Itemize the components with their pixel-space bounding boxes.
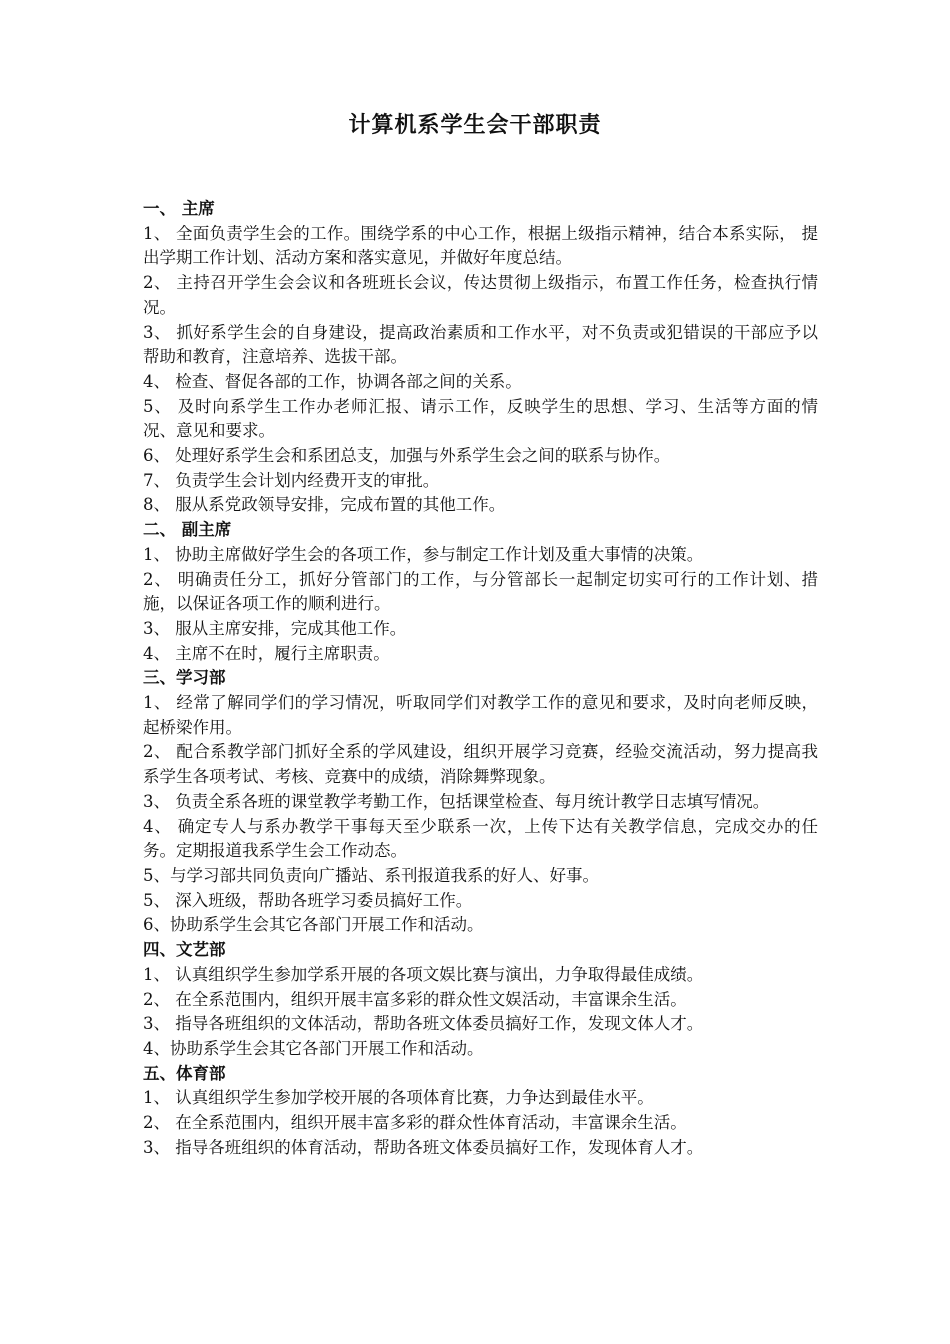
duty-item: 5、与学习部共同负责向广播站、系刊报道我系的好人、好事。 <box>143 865 599 885</box>
duty-item: 3、 服从主席安排，完成其他工作。 <box>143 618 407 638</box>
duty-item: 7、 负责学生会计划内经费开支的审批。 <box>143 470 440 490</box>
section-arts-dept <box>143 938 818 1062</box>
document-body <box>143 197 818 1160</box>
duty-item: 3、 抓好系学生会的自身建设，提高政治素质和工作水平，对不负责或犯错误的干部应予以帮助和教育，注意培养、选拔干部。 <box>143 322 818 367</box>
duty-item: 4、 检查、督促各部的工作，协调各部之间的关系。 <box>143 371 522 391</box>
duty-item: 2、 明确责任分工，抓好分管部门的工作，与分管部长一起制定切实可行的工作计划、措施，以保证各项工作的顺利进行。 <box>143 569 818 614</box>
section-sports-dept <box>143 1062 818 1161</box>
section-vice-chairman <box>143 518 818 666</box>
duty-item: 1、 经常了解同学们的学习情况，听取同学们对教学工作的意见和要求，及时向老师反映，起桥梁作用。 <box>143 693 818 737</box>
section-study-dept <box>143 666 818 938</box>
section-heading: 三、学习部 <box>143 668 226 688</box>
section-heading: 五、体育部 <box>143 1063 226 1083</box>
duty-item: 1、 认真组织学生参加学校开展的各项体育比赛，力争达到最佳水平。 <box>143 1088 654 1108</box>
duty-item: 2、 配合系教学部门抓好全系的学风建设，组织开展学习竞赛，经验交流活动，努力提高我系学生各项考试、考核、竞赛中的成绩，消除舞弊现象。 <box>143 742 818 787</box>
section-heading: 一、 主席 <box>143 199 215 218</box>
section-heading: 二、 副主席 <box>143 520 232 540</box>
duty-item: 3、 指导各班组织的文体活动，帮助各班文体委员搞好工作，发现文体人才。 <box>143 1014 704 1034</box>
duty-item: 2、 在全系范围内，组织开展丰富多彩的群众性文娱活动，丰富课余生活。 <box>143 989 687 1009</box>
duty-item: 1、 协助主席做好学生会的各项工作，参与制定工作计划及重大事情的决策。 <box>143 544 704 564</box>
duty-item: 6、协助系学生会其它各部门开展工作和活动。 <box>143 915 484 935</box>
duty-item: 5、 深入班级，帮助各班学习委员搞好工作。 <box>143 890 473 910</box>
section-heading: 四、文艺部 <box>143 940 226 960</box>
duty-item: 1、 认真组织学生参加学系开展的各项文娱比赛与演出，力争取得最佳成绩。 <box>143 964 704 984</box>
duty-item: 4、协助系学生会其它各部门开展工作和活动。 <box>143 1038 484 1058</box>
duty-item: 4、 主席不在时，履行主席职责。 <box>143 643 390 663</box>
duty-item: 8、 服从系党政领导安排，完成布置的其他工作。 <box>143 495 506 515</box>
duty-item: 2、 主持召开学生会会议和各班班长会议，传达贯彻上级指示，布置工作任务，检查执行情况。 <box>143 273 818 317</box>
duty-item: 6、 处理好系学生会和系团总支，加强与外系学生会之间的联系与协作。 <box>143 446 671 466</box>
duty-item: 3、 负责全系各班的课堂教学考勤工作，包括课堂检查、每月统计教学日志填写情况。 <box>143 791 770 811</box>
section-chairman <box>143 197 818 518</box>
duty-item: 2、 在全系范围内，组织开展丰富多彩的群众性体育活动，丰富课余生活。 <box>143 1113 687 1133</box>
duty-item: 1、 全面负责学生会的工作。围绕学系的中心工作，根据上级指示精神，结合本系实际， 提出学期工作计划、活动方案和落实意见，并做好年度总结。 <box>143 223 818 268</box>
document-title: 计算机系学生会干部职责 <box>348 112 602 138</box>
duty-item: 3、 指导各班组织的体育活动，帮助各班文体委员搞好工作，发现体育人才。 <box>143 1137 704 1157</box>
duty-item: 5、 及时向系学生工作办老师汇报、请示工作，反映学生的思想、学习、生活等方面的情况、意见和要求。 <box>143 396 818 441</box>
duty-item: 4、 确定专人与系办教学干事每天至少联系一次，上传下达有关教学信息，完成交办的任务。定期报道我系学生会工作动态。 <box>143 816 818 861</box>
